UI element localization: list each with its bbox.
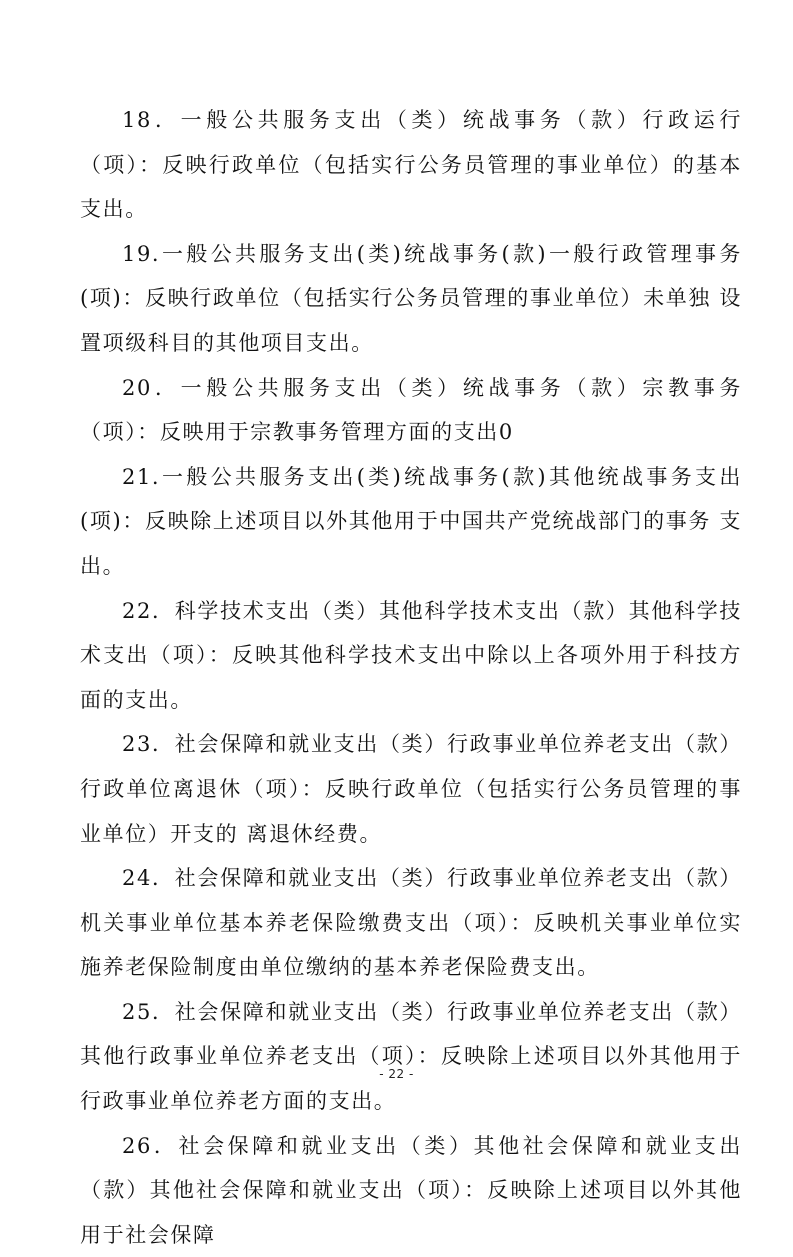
paragraph-item-19: 19.一般公共服务支出(类)统战事务(款)一般行政管理事务(项)：反映行政单位（包括实行公务员管理的事业单位）未单独 设置项级科目的其他项目支出。 bbox=[80, 241, 742, 355]
paragraph-item-23: 23．社会保障和就业支出（类）行政事业单位养老支出（款）行政单位离退休（项）：反映行政单位（包括实行公务员管理的事业单位）开支的 离退休经费。 bbox=[80, 732, 742, 846]
paragraph-item-22: 22．科学技术支出（类）其他科学技术支出（款）其他科学技术支出（项）：反映其他科学技术支出中除以上各项外用于科技方面的支出。 bbox=[80, 598, 742, 712]
paragraph-item-24: 24．社会保障和就业支出（类）行政事业单位养老支出（款）机关事业单位基本养老保险缴费支出（项）：反映机关事业单位实施养老保险制度由单位缴纳的基本养老保险费支出。 bbox=[80, 866, 742, 980]
page-number: - 22 - bbox=[379, 1067, 414, 1081]
paragraph-item-21: 21.一般公共服务支出(类)统战事务(款)其他统战事务支出(项)：反映除上述项目以外其他用于中国共产党统战部门的事务 支出。 bbox=[80, 464, 742, 578]
paragraph-item-25: 25．社会保障和就业支出（类）行政事业单位养老支出（款）其他行政事业单位养老支出（项）：反映除上述项目以外其他用于行政事业单位养老方面的支出。 bbox=[80, 999, 742, 1114]
paragraph-item-20: 20．一般公共服务支出（类）统战事务（款）宗教事务（项）：反映用于宗教事务管理方面的支出0 bbox=[80, 375, 742, 445]
paragraph-item-18: 18．一般公共服务支出（类）统战事务（款）行政运行（项）：反映行政单位（包括实行公务员管理的事业单位）的基本 支出。 bbox=[80, 108, 742, 222]
paragraph-item-26: 26．社会保障和就业支出（类）其他社会保障和就业支出（款）其他社会保障和就业支出（项）：反映除上述项目以外其他用于社会保障 bbox=[80, 1133, 742, 1247]
document-body bbox=[80, 98, 742, 1257]
